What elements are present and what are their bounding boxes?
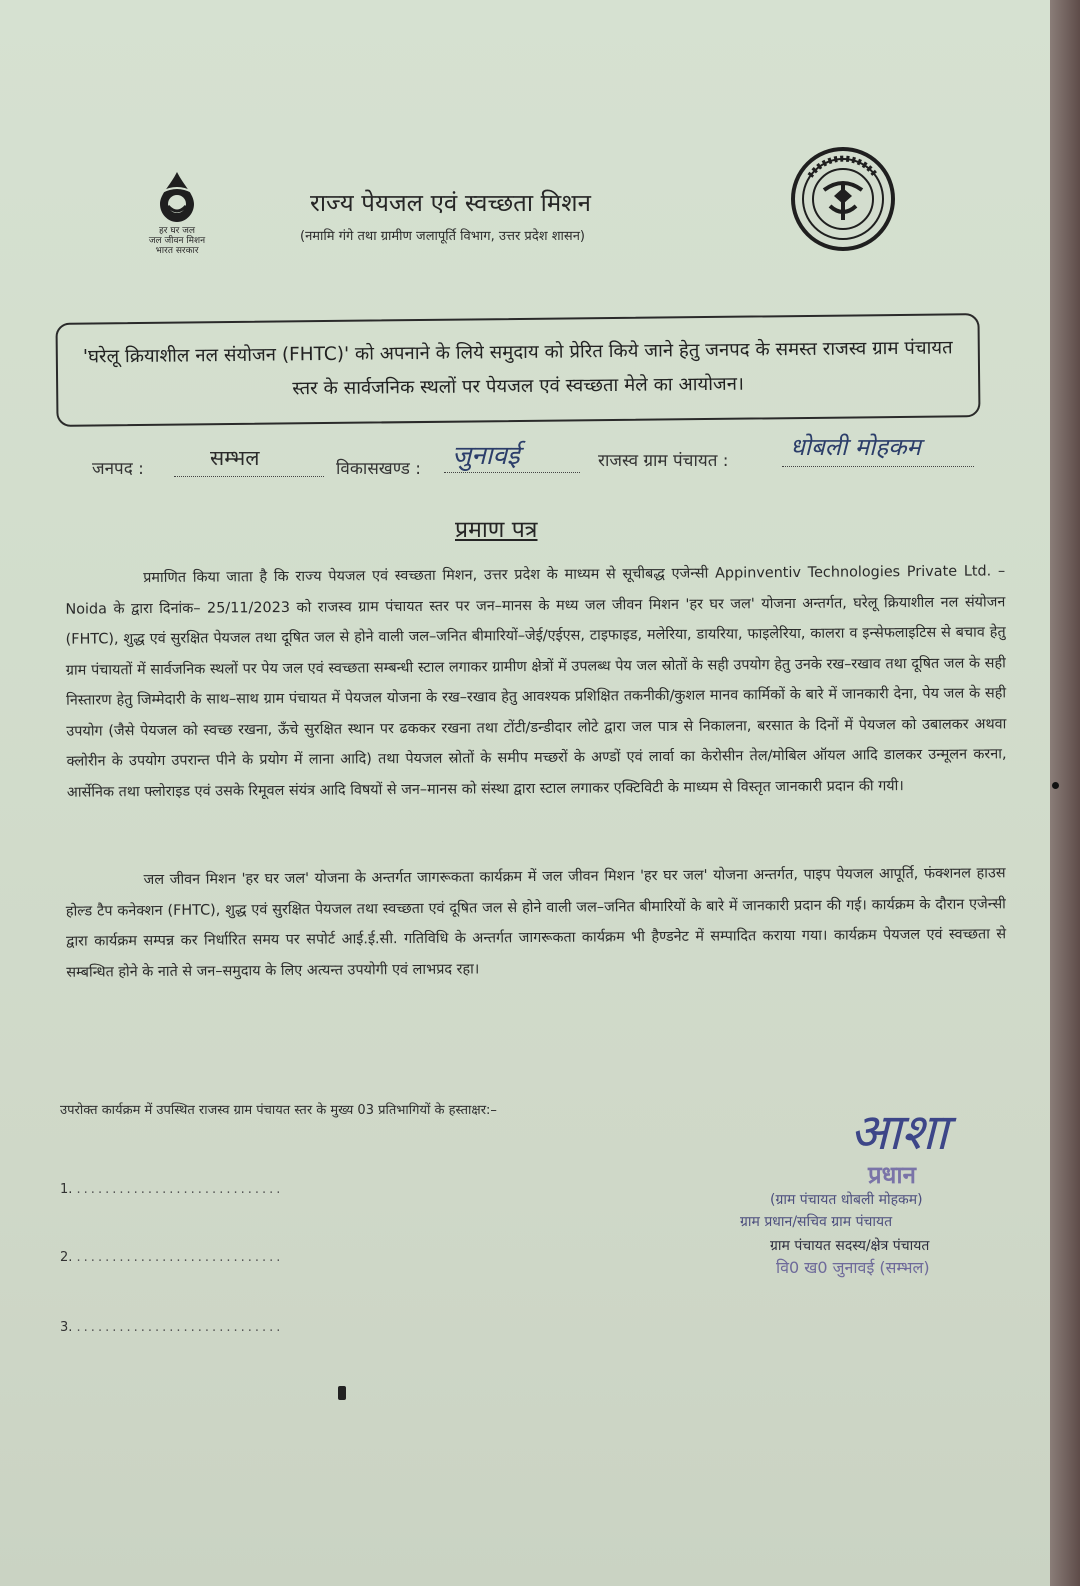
janpad-value: सम्भल bbox=[210, 446, 260, 470]
dotted-leader: ............................. bbox=[76, 1250, 284, 1265]
pradhan-stamp bbox=[740, 1096, 1040, 1296]
certificate-heading: प्रमाण पत्र bbox=[455, 517, 538, 543]
har-ghar-jal-logo bbox=[132, 170, 222, 262]
logo-text: हर घर जल जल जीवन मिशन भारत सरकार bbox=[148, 226, 206, 256]
event-banner bbox=[55, 313, 980, 427]
gram-panchayat-label: राजस्व ग्राम पंचायत : bbox=[598, 451, 729, 471]
vikaskhand-label: विकासखण्ड : bbox=[336, 459, 422, 479]
stamp-line-4: वि0 ख0 जुनावई (सम्भल) bbox=[776, 1258, 930, 1277]
vikaskhand-value: जुनावई bbox=[452, 441, 520, 471]
stamp-title: प्रधान bbox=[868, 1161, 916, 1189]
signature-number: 2. bbox=[60, 1250, 73, 1265]
stamp-line-3: ग्राम पंचायत सदस्य/क्षेत्र पंचायत bbox=[770, 1238, 930, 1254]
stamp-line-2: ग्राम प्रधान/सचिव ग्राम पंचायत bbox=[740, 1214, 893, 1230]
ink-dot bbox=[1052, 782, 1059, 789]
certificate-paragraph-1: प्रमाणित किया जाता है कि राज्य पेयजल एवं स्वच्छता मिशन, उत्तर प्रदेश के माध्यम से सूचीबद्ध एजेन्सी Appinventiv Technologies Private Ltd. – Noida के द्वारा दिनांक– 25/11/2023 को राजस्व ग्राम पंचायत स्तर पर जन–मानस के मध्य जल जीवन मिशन 'हर घर जल' योजना अन्तर्गत, घरेलू क्रियाशील नल संयोजन (FHTC), शुद्ध एवं सुरक्षित पेयजल तथा दूषित जल से होने वाली जल–जनित बीमारियों–जेई/एईएस, टाइफाइड, मलेरिया, डायरिया, फाइलेरिया, कालरा व इन्सेफलाइटिस से बचाव हेतु ग्राम पंचायतों में सार्वजनिक स्थलों पर पेय जल एवं स्वच्छता सम्बन्धी स्टाल लगाकर ग्रामीण क्षेत्रों में उपलब्ध पेय जल स्रोतों के सही उपयोग हेतु उनके रख–रखाव तथा दूषित जल के सही निस्तारण हेतु जिम्मेदारी के साथ–साथ ग्राम पंचायत में पेयजल योजना के रख–रखाव हेतु आवश्यक प्रशिक्षित तकनीकी/कुशल मानव कार्मिकों के बारे में जानकारी देना, पेय जल के सही उपयोग (जैसे पेयजल को स्वच्छ रखना, ऊँचे सुरक्षित स्थान पर ढककर रखना तथा टोंटी/डन्डीदार लोटे द्वारा जल पात्र से निकालना, बरसात के दिनों में पेयजल को उबालकर अथवा क्लोरीन के उपयोग उपरान्त पीने के प्रयोग में लाना आदि) तथा पेयजल स्रोतों के समीप मच्छरों के अण्डों एवं लार्वा का केरोसीन तेल/मोबिल ऑयल आदि डालकर उन्मूलन करना, आर्सेनिक तथा फ्लोराइड एवं उसके रिमूवल संयंत्र आदि विषयों से जन–मानस को संस्था द्वारा स्टाल लगाकर एक्टिविटी के माध्यम से विस्तृत जानकारी प्रदान की गयी। bbox=[65, 563, 1007, 801]
dotted-leader: ............................. bbox=[76, 1182, 284, 1197]
signature-instruction: उपरोक्त कार्यक्रम में उपस्थित राजस्व ग्राम पंचायत स्तर के मुख्य 03 प्रतिभागियों के हस्ताक्षर:– bbox=[60, 1103, 497, 1118]
gram-panchayat-value: धोबली मोहकम bbox=[790, 433, 921, 461]
header-title: राज्य पेयजल एवं स्वच्छता मिशन bbox=[310, 189, 591, 217]
header-subtitle: (नमामि गंगे तथा ग्रामीण जलापूर्ति विभाग, उत्तर प्रदेश शासन) bbox=[300, 229, 585, 244]
dotted-leader: ............................. bbox=[76, 1320, 284, 1335]
signature-number: 3. bbox=[60, 1320, 73, 1335]
signature-number: 1. bbox=[60, 1182, 73, 1197]
stamp-line-1: (ग्राम पंचायत धोबली मोहकम) bbox=[770, 1192, 923, 1208]
signature-line-2 bbox=[60, 1250, 283, 1265]
background-surface bbox=[1050, 0, 1080, 1586]
banner-text: 'घरेलू क्रियाशील नल संयोजन (FHTC)' को अपनाने के लिये समुदाय को प्रेरित किये जाने हेतु जनपद के समस्त राजस्व ग्राम पंचायत स्तर के सार्वजनिक स्थलों पर पेयजल एवं स्वच्छता मेले का आयोजन। bbox=[82, 337, 953, 400]
certificate-paragraph-2: जल जीवन मिशन 'हर घर जल' योजना के अन्तर्गत जागरूकता कार्यक्रम में जल जीवन मिशन 'हर घर जल' योजना अन्तर्गत, पाइप पेयजल आपूर्ति, फंक्शनल हाउस होल्ड टैप कनेक्शन (FHTC), शुद्ध एवं सुरक्षित पेयजल तथा स्वच्छता एवं दूषित जल से होने वाली जल–जनित बीमारियों के बारे में जानकारी प्रदान की गई। कार्यक्रम के दौरान एजेन्सी द्वारा कार्यक्रम सम्पन्न कर निर्धारित समय पर सपोर्ट आई.ई.सी. गतिविधि के अन्तर्गत जागरूकता कार्यक्रम भी हैण्डनेट में सम्पादित कराया गया। कार्यक्रम पेयजल एवं स्वच्छता से सम्बन्धित होने के नाते से जन–समुदाय के लिए अत्यन्त उपयोगी एवं लाभप्रद रहा। bbox=[65, 865, 1007, 981]
handwritten-signature: आशा bbox=[850, 1103, 949, 1161]
janpad-label: जनपद : bbox=[92, 459, 144, 479]
ink-mark bbox=[338, 1386, 346, 1400]
location-fields bbox=[92, 433, 992, 490]
signature-line-3 bbox=[60, 1320, 283, 1335]
signature-line-1 bbox=[60, 1182, 283, 1197]
up-government-seal bbox=[790, 146, 896, 252]
